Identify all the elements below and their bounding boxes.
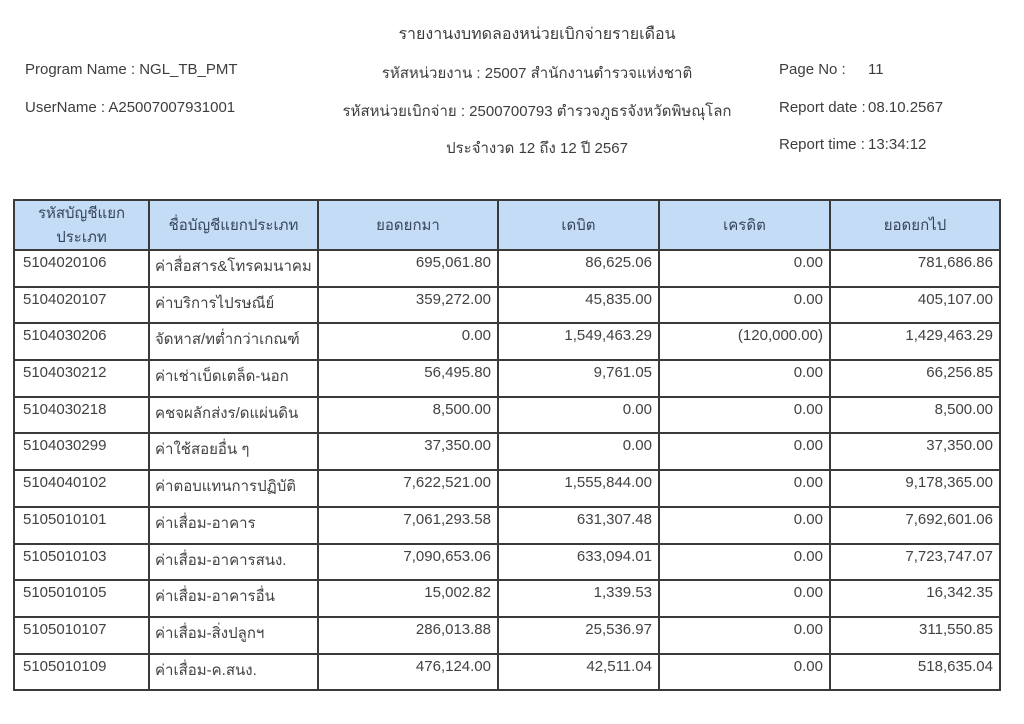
cell-amount: 0.00 <box>659 397 830 434</box>
cell-amount: 16,342.35 <box>830 580 1000 617</box>
cell-amount: 42,511.04 <box>498 654 659 691</box>
cell-amount: 1,429,463.29 <box>830 323 1000 360</box>
column-header-0: รหัสบัญชีแยกประเภท <box>14 200 149 250</box>
cell-amount: 0.00 <box>659 433 830 470</box>
table-row <box>14 617 1000 654</box>
period: ประจำงวด 12 ถึง 12 ปี 2567 <box>446 140 628 157</box>
cell-amount: 7,692,601.06 <box>830 507 1000 544</box>
table-row <box>14 323 1000 360</box>
cell-account-code: 5104030218 <box>14 397 149 434</box>
cell-account-code: 5104040102 <box>14 470 149 507</box>
cell-amount: 0.00 <box>659 250 830 287</box>
cell-account-name: ค่าเสื่อม-ค.สนง. <box>149 654 318 691</box>
cell-account-name: จัดหาส/ทต่ำกว่าเกณฑ์ <box>149 323 318 360</box>
cell-amount: 0.00 <box>498 433 659 470</box>
cell-amount: 1,549,463.29 <box>498 323 659 360</box>
table-row <box>14 397 1000 434</box>
column-header-5: ยอดยกไป <box>830 200 1000 250</box>
cell-amount: 311,550.85 <box>830 617 1000 654</box>
cell-amount: 0.00 <box>659 617 830 654</box>
cell-amount: 7,723,747.07 <box>830 544 1000 581</box>
cell-account-code: 5104030299 <box>14 433 149 470</box>
cell-amount: 286,013.88 <box>318 617 498 654</box>
cell-account-code: 5104020107 <box>14 287 149 324</box>
cell-amount: 633,094.01 <box>498 544 659 581</box>
cell-amount: 1,555,844.00 <box>498 470 659 507</box>
cell-account-name: ค่าเช่าเบ็ดเตล็ด-นอก <box>149 360 318 397</box>
disbursement-unit: รหัสหน่วยเบิกจ่าย : 2500700793 ตำรวจภูธรจังหวัดพิษณุโลก <box>342 103 732 120</box>
cell-amount: 7,622,521.00 <box>318 470 498 507</box>
cell-amount: 7,090,653.06 <box>318 544 498 581</box>
program-name: Program Name : NGL_TB_PMT <box>25 61 238 78</box>
cell-account-name: ค่าเสื่อม-อาคารสนง. <box>149 544 318 581</box>
cell-amount: 8,500.00 <box>830 397 1000 434</box>
cell-account-code: 5105010101 <box>14 507 149 544</box>
cell-amount: 15,002.82 <box>318 580 498 617</box>
report-time-value: 13:34:12 <box>868 136 927 153</box>
cell-account-code: 5105010109 <box>14 654 149 691</box>
cell-amount: 476,124.00 <box>318 654 498 691</box>
cell-amount: 25,536.97 <box>498 617 659 654</box>
table-row <box>14 580 1000 617</box>
cell-amount: 7,061,293.58 <box>318 507 498 544</box>
table-row <box>14 287 1000 324</box>
cell-amount: 37,350.00 <box>830 433 1000 470</box>
cell-amount: 86,625.06 <box>498 250 659 287</box>
cell-amount: 9,761.05 <box>498 360 659 397</box>
cell-account-code: 5105010103 <box>14 544 149 581</box>
column-header-3: เดบิต <box>498 200 659 250</box>
cell-amount: 56,495.80 <box>318 360 498 397</box>
cell-amount: 0.00 <box>659 470 830 507</box>
table-row <box>14 360 1000 397</box>
column-header-1: ชื่อบัญชีแยกประเภท <box>149 200 318 250</box>
cell-amount: 37,350.00 <box>318 433 498 470</box>
cell-amount: 9,178,365.00 <box>830 470 1000 507</box>
user-name: UserName : A25007007931001 <box>25 99 236 116</box>
page-no-value: 11 <box>868 61 884 78</box>
cell-amount: (120,000.00) <box>659 323 830 360</box>
cell-amount: 0.00 <box>659 580 830 617</box>
cell-account-code: 5104030212 <box>14 360 149 397</box>
report-date-label: Report date : <box>779 99 866 116</box>
cell-account-name: ค่าเสื่อม-สิ่งปลูกฯ <box>149 617 318 654</box>
cell-amount: 695,061.80 <box>318 250 498 287</box>
cell-account-name: ค่าบริการไปรษณีย์ <box>149 287 318 324</box>
report-time-label: Report time : <box>779 136 865 153</box>
cell-account-code: 5104020106 <box>14 250 149 287</box>
cell-amount: 0.00 <box>659 654 830 691</box>
report-title: รายงานงบทดลองหน่วยเบิกจ่ายรายเดือน <box>398 26 676 43</box>
table-header-row <box>14 200 1000 250</box>
report-date-value: 08.10.2567 <box>868 99 944 116</box>
cell-amount: 0.00 <box>659 507 830 544</box>
cell-account-name: ค่าตอบแทนการปฏิบัติ <box>149 470 318 507</box>
cell-account-code: 5105010107 <box>14 617 149 654</box>
cell-account-name: ค่าใช้สอยอื่น ๆ <box>149 433 318 470</box>
cell-account-name: ค่าสื่อสาร&โทรคมนาคม <box>149 250 318 287</box>
cell-amount: 0.00 <box>498 397 659 434</box>
cell-account-code: 5104030206 <box>14 323 149 360</box>
cell-account-name: ค่าเสื่อม-อาคาร <box>149 507 318 544</box>
table-row <box>14 654 1000 691</box>
cell-amount: 66,256.85 <box>830 360 1000 397</box>
column-header-2: ยอดยกมา <box>318 200 498 250</box>
table-row <box>14 250 1000 287</box>
agency-code: รหัสหน่วยงาน : 25007 สำนักงานตำรวจแห่งชาติ <box>381 65 693 82</box>
cell-amount: 518,635.04 <box>830 654 1000 691</box>
table-row <box>14 433 1000 470</box>
cell-amount: 45,835.00 <box>498 287 659 324</box>
cell-amount: 1,339.53 <box>498 580 659 617</box>
cell-account-code: 5105010105 <box>14 580 149 617</box>
trial-balance-table <box>13 199 1001 691</box>
cell-account-name: คชจผลักส่งร/ดแผ่นดิน <box>149 397 318 434</box>
cell-amount: 631,307.48 <box>498 507 659 544</box>
cell-amount: 359,272.00 <box>318 287 498 324</box>
column-header-4: เครดิต <box>659 200 830 250</box>
cell-amount: 0.00 <box>318 323 498 360</box>
page-no-label: Page No : <box>779 61 846 78</box>
table-row <box>14 507 1000 544</box>
table-row <box>14 470 1000 507</box>
cell-amount: 8,500.00 <box>318 397 498 434</box>
cell-amount: 405,107.00 <box>830 287 1000 324</box>
cell-amount: 781,686.86 <box>830 250 1000 287</box>
cell-account-name: ค่าเสื่อม-อาคารอื่น <box>149 580 318 617</box>
cell-amount: 0.00 <box>659 287 830 324</box>
table-row <box>14 544 1000 581</box>
cell-amount: 0.00 <box>659 360 830 397</box>
cell-amount: 0.00 <box>659 544 830 581</box>
